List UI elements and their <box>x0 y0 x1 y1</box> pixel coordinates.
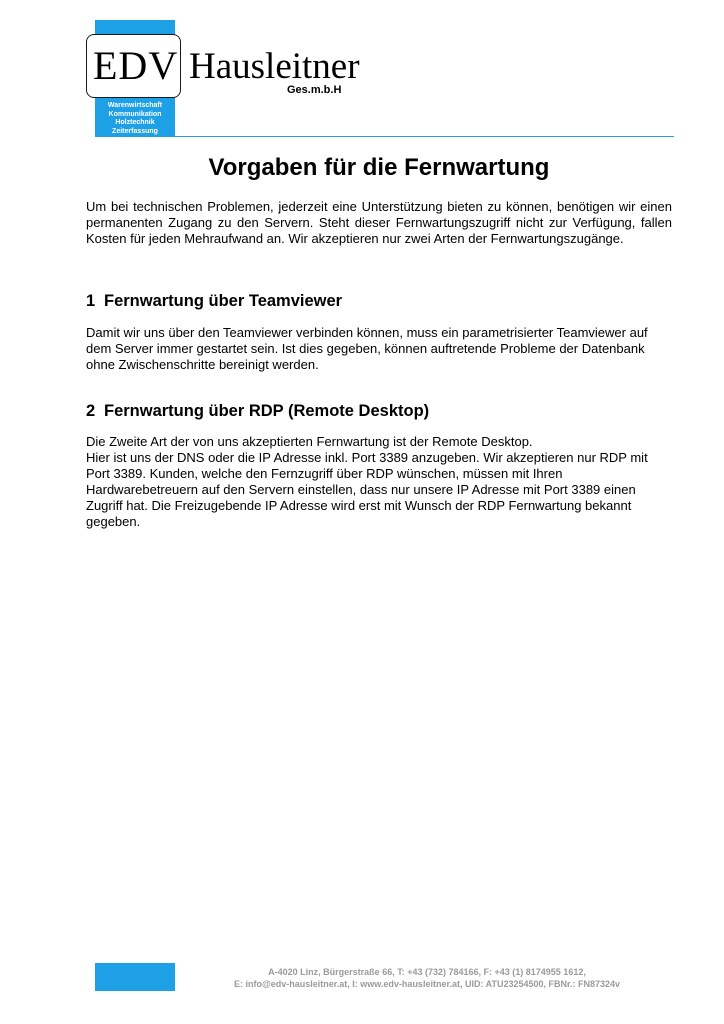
page-title: Vorgaben für die Fernwartung <box>208 154 550 181</box>
footer-line-1: A-4020 Linz, Bürgerstraße 66, T: +43 (732) 784166, F: +43 (1) 8174955 1612, <box>268 967 586 977</box>
logo-tagline <box>95 102 175 136</box>
section-number: 2 <box>86 402 96 420</box>
header-divider <box>175 136 674 137</box>
body-line: Zugriff hat. Die Freizugebende IP Adresse wird erst mit Wunsch der RDP Fernwartung bekannt <box>86 498 632 513</box>
body-line: Hier ist uns der DNS oder die IP Adresse inkl. Port 3389 anzugeben. Wir akzeptieren nur RDP mit <box>86 450 648 465</box>
logo-tag: Zeiterfassung <box>112 127 158 135</box>
intro-paragraph: Um bei technischen Problemen, jederzeit eine Unterstützung bieten zu können, benötigen wir einen permanenten Zugang zu den Servern. Steht dieser Fernwartungszugriff nicht zur Verfügung, fallen Kosten für jeden Mehraufwand an. Wir akzeptieren nur zwei Arten der Fernwartungszugänge. <box>86 199 672 246</box>
body-line: Die Zweite Art der von uns akzeptierten Fernwartung ist der Remote Desktop. <box>86 434 533 449</box>
body-line: gegeben. <box>86 514 141 529</box>
logo-company-name: Hausleitner <box>189 46 360 87</box>
section-heading-2 <box>86 401 429 421</box>
section-number: 1 <box>86 292 96 310</box>
section-1-body: Damit wir uns über den Teamviewer verbinden können, muss ein parametrisierter Teamviewer auf dem Server immer gestartet sein. Ist dies gegeben, können auftretende Probleme der Datenbank ohne Zwischenschritte bereinigt werden. <box>86 325 648 372</box>
footer-blue-box <box>95 963 175 991</box>
section-2-body <box>86 434 672 530</box>
footer-line-2: E: info@edv-hausleitner.at, I: www.edv-hausleitner.at, UID: ATU23254500, FBNr.: FN87324v <box>233 979 621 989</box>
section-title: Fernwartung über RDP (Remote Desktop) <box>104 402 430 420</box>
logo-tag: Holztechnik <box>115 119 155 126</box>
body-line: Hardwarebetreuern auf den Servern einstellen, dass nur unsere IP Adresse mit Port 3389 einen <box>86 482 636 497</box>
logo-edv-text: EDV <box>93 43 179 88</box>
footer-address <box>180 966 674 990</box>
body-line: Port 3389. Kunden, welche den Fernzugriff über RDP wünschen, müssen mit Ihren <box>86 466 563 481</box>
section-heading-1 <box>86 291 342 311</box>
section-title: Fernwartung über Teamviewer <box>104 292 343 310</box>
logo-legal-form: Ges.m.b.H <box>287 84 342 96</box>
logo-tag: Warenwirtschaft <box>107 102 163 109</box>
logo-tag: Kommunikation <box>108 110 162 118</box>
